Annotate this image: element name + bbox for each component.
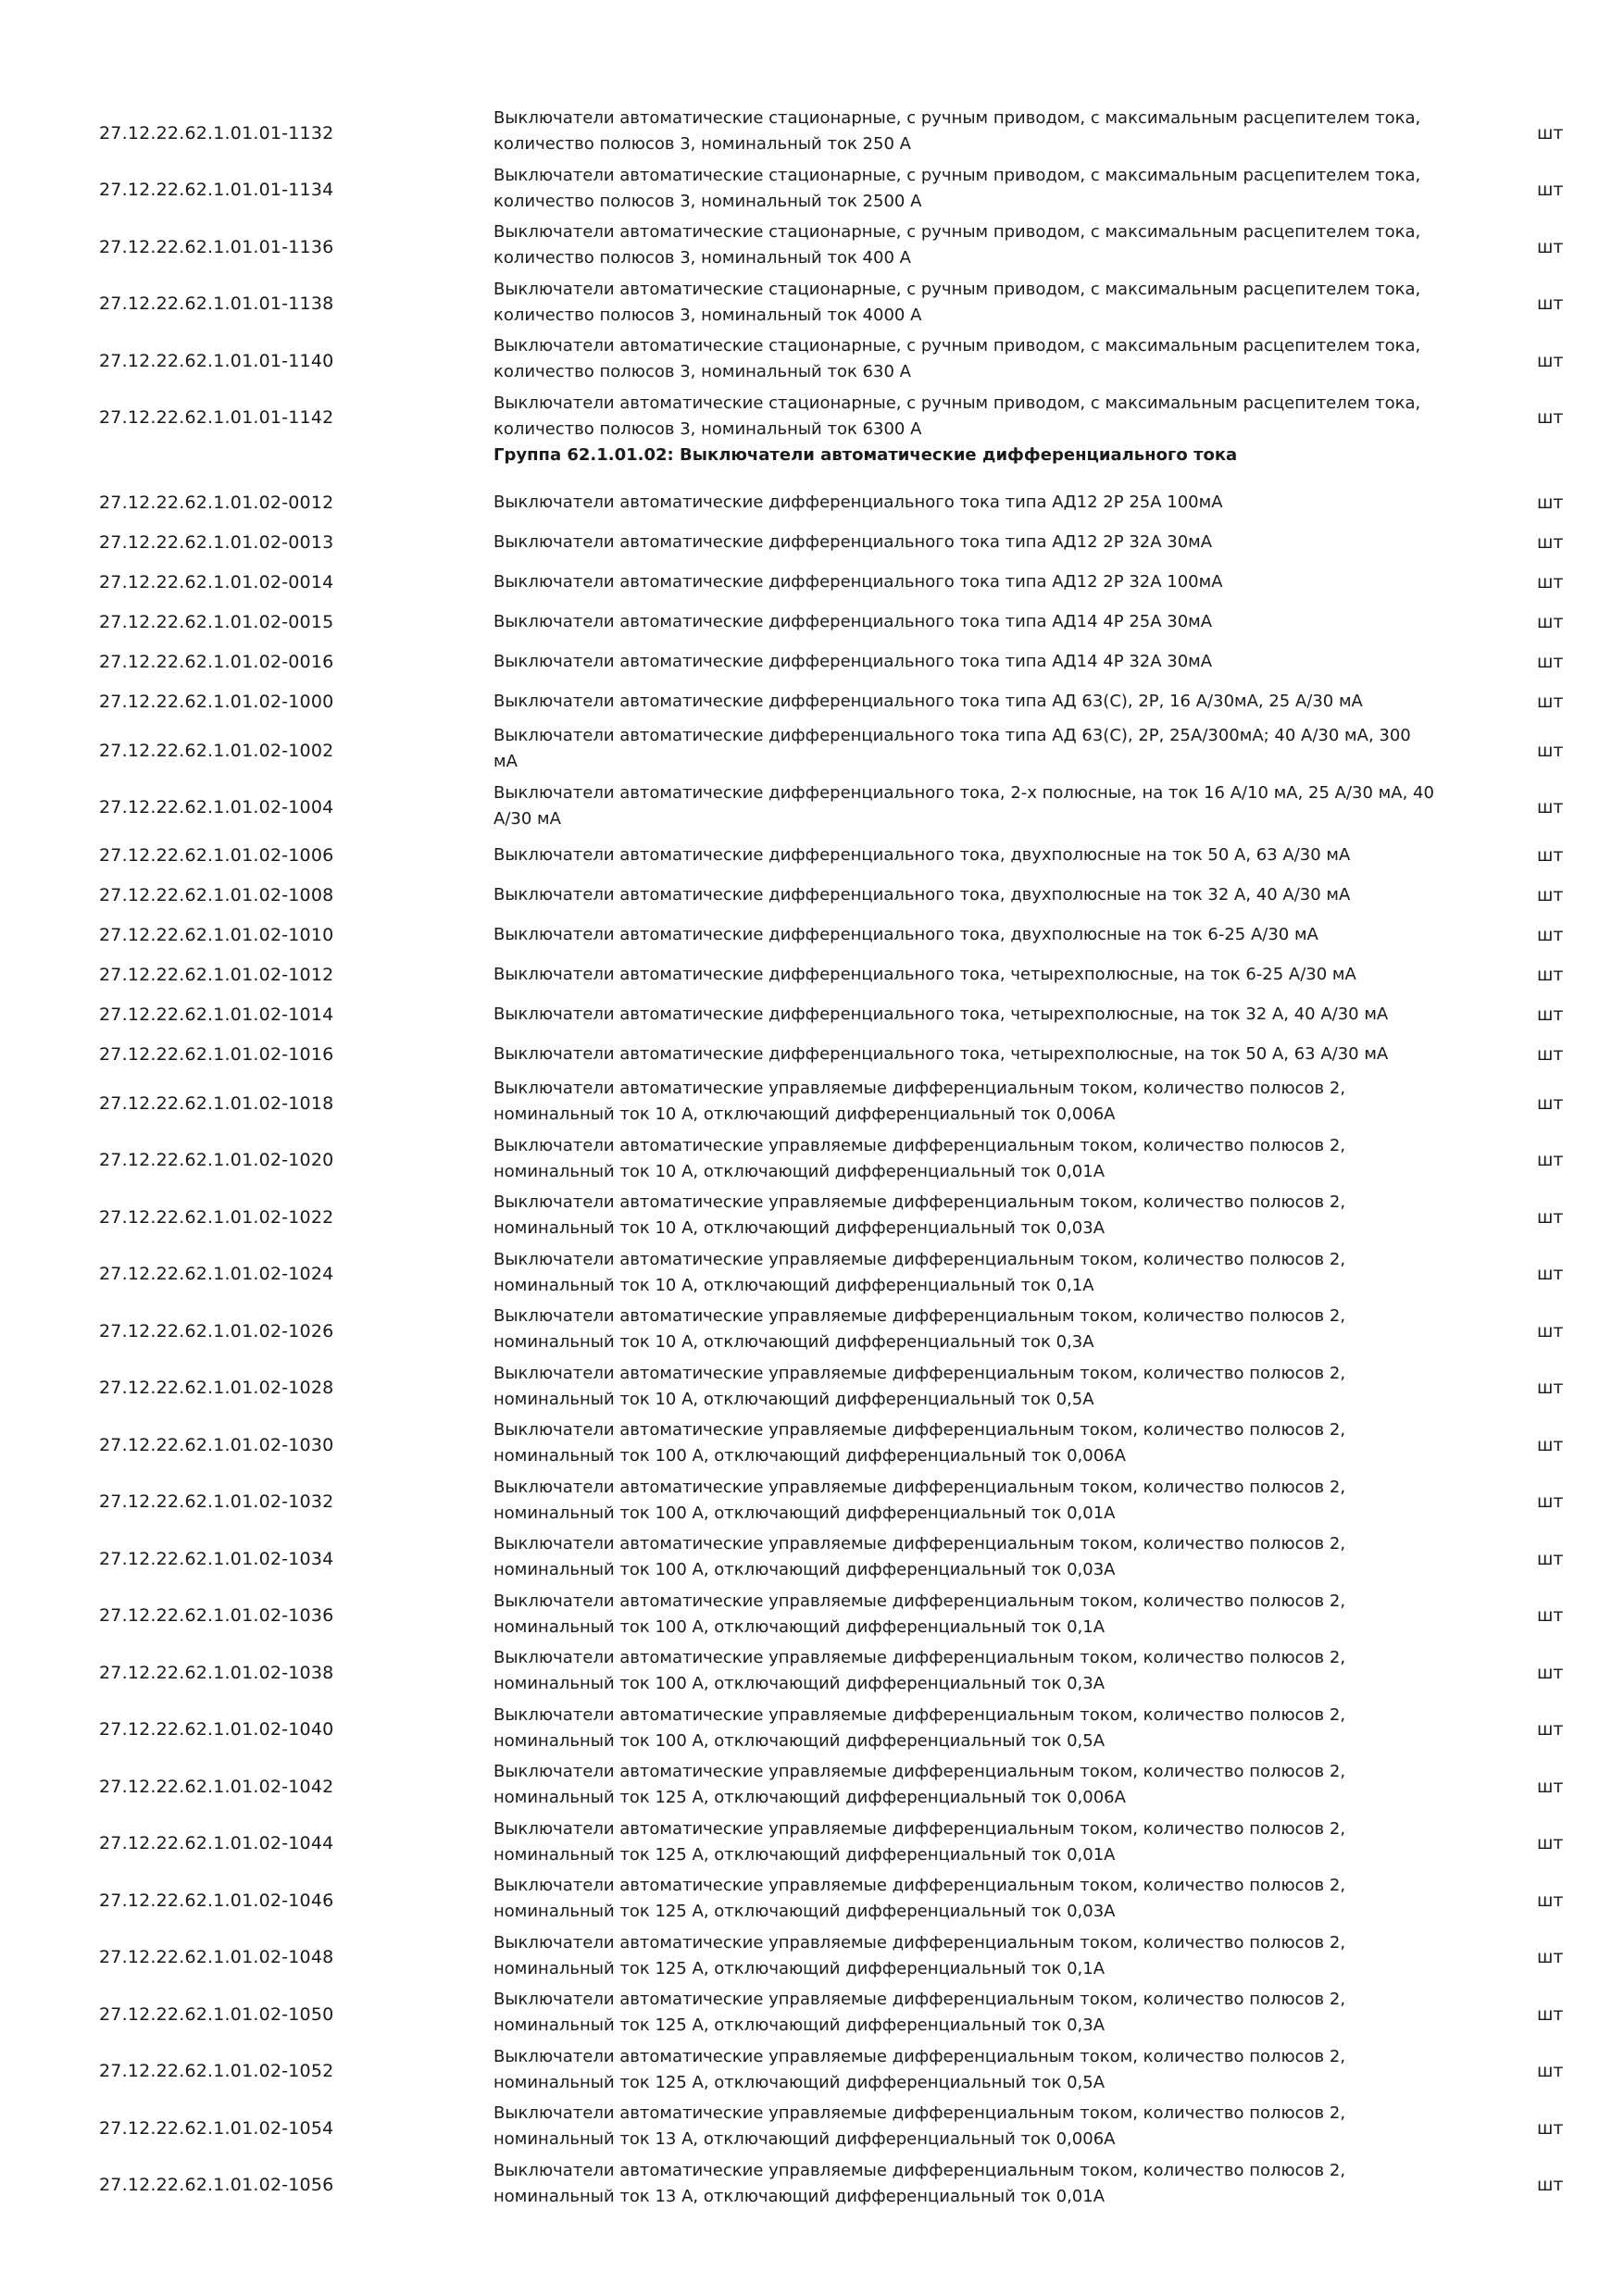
table-row <box>0 2156 1624 2214</box>
table-row <box>0 1928 1624 1986</box>
table-row <box>0 161 1624 218</box>
item-unit: шт <box>1537 1206 1564 1228</box>
item-code: 27.12.22.62.1.01.02-1034 <box>99 1548 334 1569</box>
table-row <box>0 275 1624 332</box>
item-unit: шт <box>1537 1434 1564 1455</box>
item-code: 27.12.22.62.1.01.02-1050 <box>99 2003 334 2025</box>
item-code: 27.12.22.62.1.01.02-1040 <box>99 1719 334 1741</box>
item-description: Выключатели автоматические управляемые дифференциальным током, количество полюсов 2, номинальный ток 100 А, отключающий дифференциальный ток 0,5А <box>493 1704 1346 1751</box>
item-code: 27.12.22.62.1.01.02-1004 <box>99 797 334 818</box>
item-unit: шт <box>1537 492 1564 513</box>
item-description: Выключатели автоматические управляемые дифференциальным током, количество полюсов 2, номинальный ток 100 А, отключающий дифференциальный ток 0,006А <box>493 1420 1346 1466</box>
item-description: Выключатели автоматические управляемые дифференциальным током, количество полюсов 2, номинальный ток 125 А, отключающий дифференциальный ток 0,5А <box>493 2046 1346 2092</box>
item-description: Выключатели автоматические дифференциального тока, четырехполюсные, на ток 50 А, 63 А/30 мА <box>493 1043 1389 1064</box>
table-row <box>0 1074 1624 1131</box>
item-code: 27.12.22.62.1.01.02-1048 <box>99 1947 334 1968</box>
item-description: Выключатели автоматические управляемые дифференциальным током, количество полюсов 2, номинальный ток 125 А, отключающий дифференциальный ток 0,03А <box>493 1876 1346 1921</box>
item-code: 27.12.22.62.1.01.02-1010 <box>99 924 334 945</box>
item-unit: шт <box>1537 180 1564 201</box>
table-row <box>0 1701 1624 1758</box>
item-unit: шт <box>1537 611 1564 632</box>
item-unit: шт <box>1537 1833 1564 1854</box>
group-header <box>0 445 1624 482</box>
item-unit: шт <box>1537 1605 1564 1627</box>
item-code: 27.12.22.62.1.01.02-1018 <box>99 1092 334 1114</box>
item-code: 27.12.22.62.1.01.01-1140 <box>99 350 334 371</box>
item-code: 27.12.22.62.1.01.01-1138 <box>99 293 334 315</box>
item-unit: шт <box>1537 122 1564 144</box>
item-code: 27.12.22.62.1.01.02-1052 <box>99 2061 334 2082</box>
table-row <box>0 389 1624 446</box>
item-code: 27.12.22.62.1.01.02-0016 <box>99 651 334 672</box>
item-description: Выключатели автоматические управляемые дифференциальным током, количество полюсов 2, номинальный ток 125 А, отключающий дифференциальный ток 0,01А <box>493 1818 1346 1865</box>
item-unit: шт <box>1537 350 1564 371</box>
item-unit: шт <box>1537 884 1564 905</box>
item-description: Выключатели автоматические стационарные, с ручным приводом, с максимальным расцепителем тока, количество полюсов 3, номинальный ток 2500 А <box>493 165 1421 211</box>
item-description: Выключатели автоматические дифференциального тока типа АД 63(С), 2Р, 16 А/30мА, 25 А/30 мА <box>493 691 1363 711</box>
item-code: 27.12.22.62.1.01.02-1020 <box>99 1150 334 1171</box>
table-row <box>0 835 1624 875</box>
item-code: 27.12.22.62.1.01.02-1056 <box>99 2175 334 2196</box>
table-row <box>0 642 1624 681</box>
table-row <box>0 1131 1624 1189</box>
table-row <box>0 1188 1624 1245</box>
item-unit: шт <box>1537 407 1564 429</box>
table-row <box>0 955 1624 994</box>
item-description: Выключатели автоматические дифференциального тока, 2-х полюсные, на ток 16 А/10 мА, 25 А/30 мА, 40 А/30 мА <box>493 782 1434 829</box>
price-list-table <box>0 104 1624 2213</box>
item-code: 27.12.22.62.1.01.02-1012 <box>99 964 334 985</box>
table-row <box>0 681 1624 721</box>
table-row <box>0 1985 1624 2042</box>
item-unit: шт <box>1537 236 1564 257</box>
item-unit: шт <box>1537 1264 1564 1285</box>
item-description: Выключатели автоматические управляемые дифференциальным током, количество полюсов 2, номинальный ток 10 А, отключающий дифференциальный ток 0,01А <box>493 1135 1346 1181</box>
item-unit: шт <box>1537 1719 1564 1741</box>
table-row <box>0 779 1624 836</box>
table-row <box>0 994 1624 1034</box>
table-row <box>0 602 1624 642</box>
table-row <box>0 331 1624 389</box>
item-unit: шт <box>1537 844 1564 866</box>
table-row <box>0 1757 1624 1815</box>
item-description: Выключатели автоматические управляемые дифференциальным током, количество полюсов 2, номинальный ток 100 А, отключающий дифференциальный ток 0,1А <box>493 1591 1346 1637</box>
item-unit: шт <box>1537 797 1564 818</box>
table-row <box>0 1473 1624 1530</box>
table-row <box>0 522 1624 562</box>
table-row <box>0 1529 1624 1587</box>
item-unit: шт <box>1537 740 1564 761</box>
item-code: 27.12.22.62.1.01.02-0012 <box>99 492 334 513</box>
item-unit: шт <box>1537 571 1564 593</box>
item-description: Выключатели автоматические стационарные, с ручным приводом, с максимальным расцепителем тока, количество полюсов 3, номинальный ток 4000 А <box>493 279 1421 325</box>
table-row <box>0 875 1624 915</box>
item-description: Выключатели автоматические дифференциального тока, двухполюсные на ток 6-25 А/30 мА <box>493 924 1318 944</box>
item-description: Выключатели автоматические стационарные, с ручным приводом, с максимальным расцепителем тока, количество полюсов 3, номинальный ток 630 А <box>493 336 1421 381</box>
item-code: 27.12.22.62.1.01.02-1044 <box>99 1833 334 1854</box>
table-row <box>0 2099 1624 2156</box>
item-unit: шт <box>1537 2117 1564 2139</box>
item-code: 27.12.22.62.1.01.02-0013 <box>99 531 334 553</box>
item-unit: шт <box>1537 1378 1564 1399</box>
table-row <box>0 915 1624 955</box>
item-unit: шт <box>1537 2175 1564 2196</box>
item-unit: шт <box>1537 1004 1564 1025</box>
item-unit: шт <box>1537 293 1564 315</box>
item-code: 27.12.22.62.1.01.02-1024 <box>99 1264 334 1285</box>
item-description: Выключатели автоматические управляемые дифференциальным током, количество полюсов 2, номинальный ток 10 А, отключающий дифференциальный ток 0,006А <box>493 1079 1346 1124</box>
table-row <box>0 1302 1624 1359</box>
item-description: Выключатели автоматические управляемые дифференциальным током, количество полюсов 2, номинальный ток 10 А, отключающий дифференциальный ток 0,03А <box>493 1192 1346 1238</box>
item-unit: шт <box>1537 531 1564 553</box>
table-row <box>0 1416 1624 1473</box>
item-code: 27.12.22.62.1.01.02-1022 <box>99 1206 334 1228</box>
item-unit: шт <box>1537 964 1564 985</box>
table-row <box>0 1815 1624 1872</box>
item-description: Выключатели автоматические стационарные, с ручным приводом, с максимальным расцепителем тока, количество полюсов 3, номинальный ток 6300 А <box>493 393 1421 439</box>
item-code: 27.12.22.62.1.01.02-1006 <box>99 844 334 866</box>
item-description: Выключатели автоматические дифференциального тока типа АД12 2Р 25А 100мА <box>493 492 1223 512</box>
table-row <box>0 482 1624 522</box>
item-unit: шт <box>1537 691 1564 712</box>
table-row <box>0 1359 1624 1416</box>
item-code: 27.12.22.62.1.01.02-0014 <box>99 571 334 593</box>
item-unit: шт <box>1537 1491 1564 1513</box>
item-code: 27.12.22.62.1.01.02-1036 <box>99 1605 334 1627</box>
item-description: Выключатели автоматические управляемые дифференциальным током, количество полюсов 2, номинальный ток 100 А, отключающий дифференциальный ток 0,03А <box>493 1534 1346 1579</box>
item-unit: шт <box>1537 651 1564 672</box>
item-unit: шт <box>1537 1092 1564 1114</box>
item-description: Выключатели автоматические дифференциального тока типа АД 63(С), 2Р, 25А/300мА; 40 А/30 мА, 300 мА <box>493 726 1411 771</box>
item-code: 27.12.22.62.1.01.01-1142 <box>99 407 334 429</box>
item-description: Выключатели автоматические управляемые дифференциальным током, количество полюсов 2, номинальный ток 13 А, отключающий дифференциальный ток 0,006А <box>493 2103 1346 2149</box>
table-row <box>0 1245 1624 1303</box>
item-description: Выключатели автоматические управляемые дифференциальным током, количество полюсов 2, номинальный ток 125 А, отключающий дифференциальный ток 0,3А <box>493 1990 1346 2035</box>
table-row <box>0 2042 1624 2100</box>
item-description: Выключатели автоматические дифференциального тока типа АД14 4Р 25А 30мА <box>493 611 1213 631</box>
item-code: 27.12.22.62.1.01.02-1008 <box>99 884 334 905</box>
item-unit: шт <box>1537 1776 1564 1797</box>
table-row <box>0 218 1624 275</box>
item-code: 27.12.22.62.1.01.02-1030 <box>99 1434 334 1455</box>
item-unit: шт <box>1537 1548 1564 1569</box>
item-code: 27.12.22.62.1.01.02-1042 <box>99 1776 334 1797</box>
item-unit: шт <box>1537 1662 1564 1683</box>
item-description: Выключатели автоматические дифференциального тока, четырехполюсные, на ток 6-25 А/30 мА <box>493 964 1356 984</box>
item-code: 27.12.22.62.1.01.02-1054 <box>99 2117 334 2139</box>
item-code: 27.12.22.62.1.01.01-1134 <box>99 180 334 201</box>
item-code: 27.12.22.62.1.01.02-0015 <box>99 611 334 632</box>
item-code: 27.12.22.62.1.01.02-1046 <box>99 1890 334 1911</box>
item-unit: шт <box>1537 1150 1564 1171</box>
item-unit: шт <box>1537 1043 1564 1065</box>
item-description: Выключатели автоматические дифференциального тока типа АД12 2Р 32А 100мА <box>493 571 1223 592</box>
item-description: Выключатели автоматические дифференциального тока, двухполюсные на ток 50 А, 63 А/30 мА <box>493 844 1351 865</box>
table-row <box>0 721 1624 779</box>
group-title: Группа 62.1.01.02: Выключатели автоматические дифференциального тока <box>493 445 1238 465</box>
table-row <box>0 562 1624 602</box>
table-row <box>0 1587 1624 1644</box>
item-description: Выключатели автоматические управляемые дифференциальным током, количество полюсов 2, номинальный ток 13 А, отключающий дифференциальный ток 0,01А <box>493 2160 1346 2206</box>
item-description: Выключатели автоматические управляемые дифференциальным током, количество полюсов 2, номинальный ток 125 А, отключающий дифференциальный ток 0,1А <box>493 1932 1346 1978</box>
item-code: 27.12.22.62.1.01.02-1014 <box>99 1004 334 1025</box>
item-code: 27.12.22.62.1.01.02-1000 <box>99 691 334 712</box>
table-row <box>0 1034 1624 1074</box>
table-row <box>0 1871 1624 1928</box>
item-description: Выключатели автоматические управляемые дифференциальным током, количество полюсов 2, номинальный ток 10 А, отключающий дифференциальный ток 0,5А <box>493 1363 1346 1409</box>
item-description: Выключатели автоматические дифференциального тока, двухполюсные на ток 32 А, 40 А/30 мА <box>493 884 1351 905</box>
item-description: Выключатели автоматические управляемые дифференциальным током, количество полюсов 2, номинальный ток 10 А, отключающий дифференциальный ток 0,1А <box>493 1249 1346 1295</box>
item-unit: шт <box>1537 1320 1564 1341</box>
item-unit: шт <box>1537 1890 1564 1911</box>
item-unit: шт <box>1537 2003 1564 2025</box>
item-description: Выключатели автоматические управляемые дифференциальным током, количество полюсов 2, номинальный ток 10 А, отключающий дифференциальный ток 0,3А <box>493 1306 1346 1352</box>
item-description: Выключатели автоматические стационарные, с ручным приводом, с максимальным расцепителем тока, количество полюсов 3, номинальный ток 250 А <box>493 108 1421 154</box>
item-code: 27.12.22.62.1.01.02-1002 <box>99 740 334 761</box>
item-description: Выключатели автоматические дифференциального тока типа АД12 2Р 32А 30мА <box>493 531 1213 552</box>
item-code: 27.12.22.62.1.01.01-1132 <box>99 122 334 144</box>
item-unit: шт <box>1537 2061 1564 2082</box>
item-description: Выключатели автоматические управляемые дифференциальным током, количество полюсов 2, номинальный ток 100 А, отключающий дифференциальный ток 0,3А <box>493 1648 1346 1693</box>
item-description: Выключатели автоматические управляемые дифференциальным током, количество полюсов 2, номинальный ток 100 А, отключающий дифференциальный ток 0,01А <box>493 1477 1346 1523</box>
item-description: Выключатели автоматические дифференциального тока, четырехполюсные, на ток 32 А, 40 А/30 мА <box>493 1004 1389 1024</box>
table-row <box>0 1643 1624 1701</box>
item-code: 27.12.22.62.1.01.02-1032 <box>99 1491 334 1513</box>
item-description: Выключатели автоматические стационарные, с ручным приводом, с максимальным расцепителем тока, количество полюсов 3, номинальный ток 400 А <box>493 222 1421 268</box>
item-code: 27.12.22.62.1.01.02-1038 <box>99 1662 334 1683</box>
item-unit: шт <box>1537 924 1564 945</box>
item-code: 27.12.22.62.1.01.01-1136 <box>99 236 334 257</box>
item-unit: шт <box>1537 1947 1564 1968</box>
table-row <box>0 104 1624 161</box>
item-code: 27.12.22.62.1.01.02-1028 <box>99 1378 334 1399</box>
item-code: 27.12.22.62.1.01.02-1016 <box>99 1043 334 1065</box>
item-description: Выключатели автоматические дифференциального тока типа АД14 4Р 32А 30мА <box>493 651 1213 671</box>
item-code: 27.12.22.62.1.01.02-1026 <box>99 1320 334 1341</box>
item-description: Выключатели автоматические управляемые дифференциальным током, количество полюсов 2, номинальный ток 125 А, отключающий дифференциальный ток 0,006А <box>493 1762 1346 1807</box>
